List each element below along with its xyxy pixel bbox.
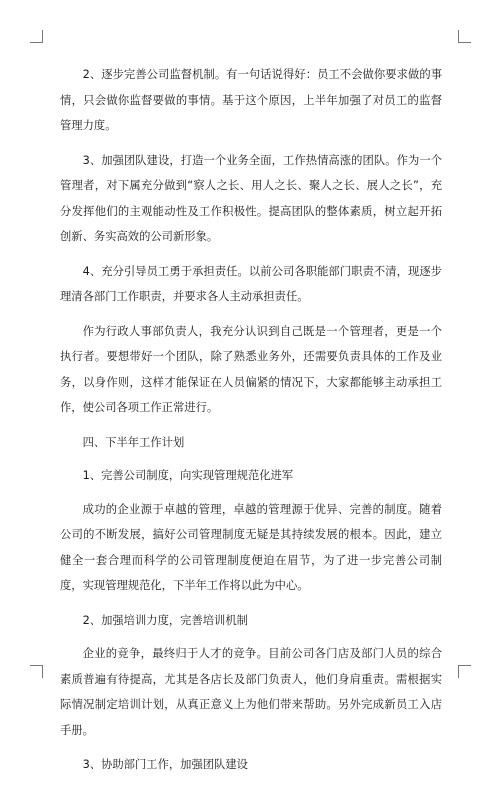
paragraph-manager-role: 作为行政人事部负责人，我充分认识到自己既是一个管理者，更是一个执行者。要想带好一个团队，除了熟悉业务外，还需要负责具体的工作及业务，以身作则，这样才能保证在人员偏紧的情况下，大家都能够主动承担工作，使公司各项工作正常进行。: [60, 324, 442, 414]
crop-mark-top-left: [30, 30, 43, 43]
paragraph-responsibility: 4、充分引导员工勇于承担责任。以前公司各职能部门职责不清，现逐步理清各部门工作职责，并要求各人主动承担责任。: [60, 264, 442, 303]
paragraph-system: 成功的企业源于卓越的管理，卓越的管理源于优异、完善的制度。随着公司的不断发展，搞好公司管理制度无疑是其持续发展的根本。因此，建立健全一套合理而科学的公司管理制度便迫在眉节，为了进一步完善公司制度，实现管理规范化，下半年工作将以此为中心。: [60, 502, 442, 592]
paragraph-training: 企业的竞争，最终归于人才的竞争。目前公司各门店及部门人员的综合素质普遍有待提高，尤其是各店长及部门负责人，他们身肩重责。需根据实际情况制定培训计划，从真正意义上为他们带来帮助。另外完成新员工入店手册。: [60, 647, 442, 737]
crop-mark-bottom-right: [458, 665, 471, 678]
document-body: [60, 62, 442, 786]
subheading-system: 1、完善公司制度，向实现管理规范化进军: [82, 469, 294, 482]
crop-mark-bottom-left: [30, 665, 43, 678]
crop-mark-top-right: [458, 30, 471, 43]
paragraph-team-building: 3、加强团队建设，打造一个业务全面，工作热情高涨的团队。作为一个管理者，对下属充分做到“察人之长、用人之长、聚人之长、展人之长”，充分发挥他们的主观能动性及工作积极性。提高团队的整体素质，树立起开拓创新、务实高效的公司新形象。: [60, 153, 442, 243]
paragraph-supervision: 2、逐步完善公司监督机制。有一句话说得好：员工不会做你要求做的事情，只会做你监督要做的事情。基于这个原因，上半年加强了对员工的监督管理力度。: [60, 68, 442, 132]
section-heading-plan: 四、下半年工作计划: [82, 435, 185, 449]
subheading-training: 2、加强培训力度，完善培训机制: [82, 613, 248, 627]
subheading-team: 3、协助部门工作，加强团队建设: [82, 758, 248, 771]
